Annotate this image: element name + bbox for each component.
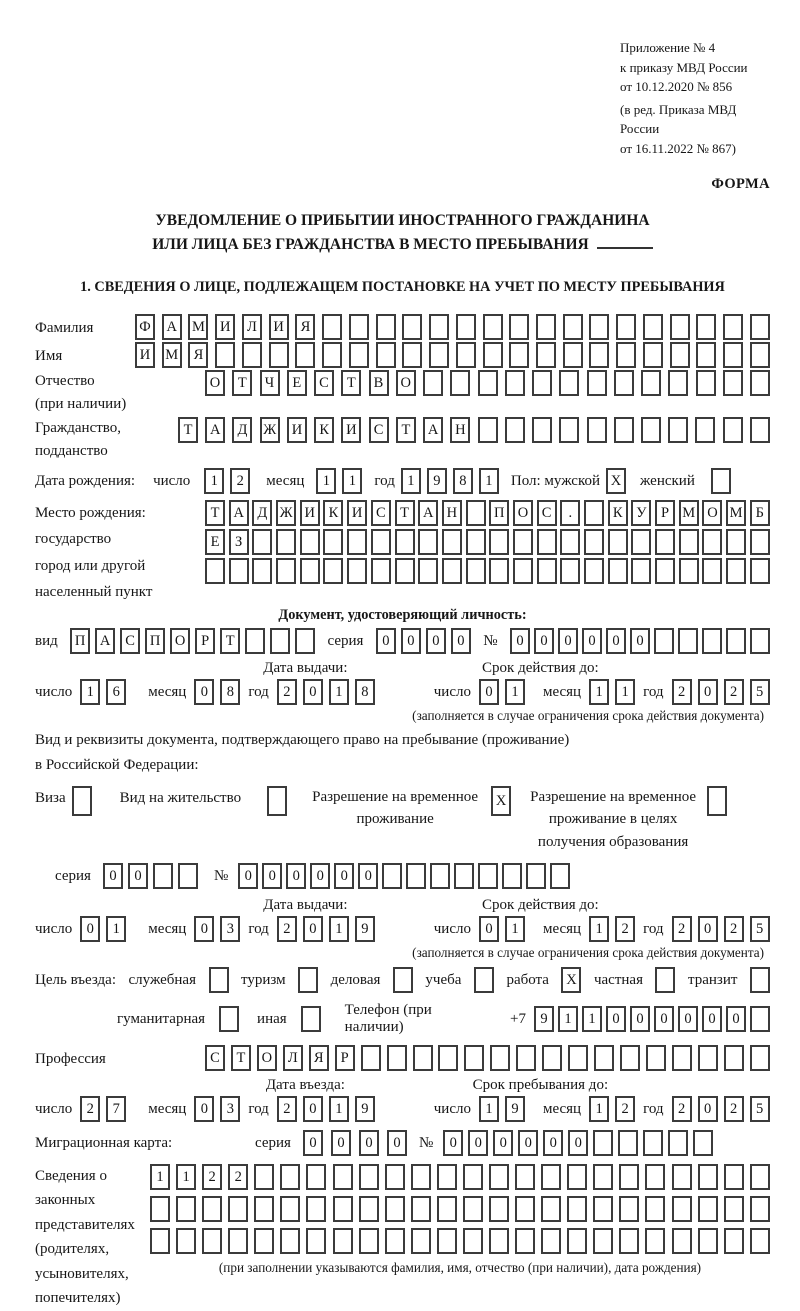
migration-card-row [35, 1130, 770, 1156]
stay-doc-number-label: № [213, 867, 229, 884]
stay-doc-options-row [35, 786, 770, 854]
phone-boxes: 9 1 1 0 0 0 0 0 0 [534, 1006, 770, 1032]
purpose-transit-checkbox [750, 967, 770, 993]
phone-prefix: +7 [510, 1010, 526, 1027]
stay-doc-dates-row [35, 916, 770, 942]
until-month-boxes: 1 2 [589, 1096, 635, 1122]
id-doc-issued-heading: Дата выдачи: [263, 660, 348, 677]
profession-label: Профессия [35, 1051, 106, 1068]
issued-day-label: число [35, 683, 73, 700]
valid-year-boxes: 2 0 2 5 [672, 679, 770, 705]
purpose-row2 [35, 1002, 770, 1036]
temp-residence-edu-option [527, 786, 727, 854]
stay-issued-year-label: год [248, 920, 269, 937]
birthplace-label: Место рождения: государство город или другой населенный пункт [35, 505, 153, 600]
representatives-block [35, 1164, 770, 1311]
id-doc-heading: Документ, удостоверяющий личность: [278, 607, 527, 624]
purpose-tourism-label: туризм [241, 971, 286, 988]
requisite-line: к приказу МВД России [620, 59, 748, 75]
patronymic-boxes: О Т Ч Е С Т В О [205, 370, 770, 396]
issued-month-boxes: 0 8 [194, 679, 240, 705]
citizenship-row [35, 417, 770, 462]
valid-month-label: месяц [542, 683, 582, 700]
birthdate-label: Дата рождения: [35, 472, 136, 489]
purpose-official-checkbox [209, 967, 229, 993]
purpose-tourism-checkbox [298, 967, 318, 993]
representatives-boxes-row3 [150, 1228, 770, 1254]
order-requisites [620, 38, 770, 158]
title-blank-underline [597, 236, 653, 249]
purpose-transit-label: транзит [688, 971, 738, 988]
purpose-official-label: служебная [128, 971, 196, 988]
until-day-boxes: 1 9 [479, 1096, 525, 1122]
id-doc-series-boxes: 0 0 0 0 [376, 628, 471, 654]
valid-day-boxes: 0 1 [479, 679, 525, 705]
entry-year-boxes: 2 0 1 9 [277, 1096, 375, 1122]
id-doc-series-label: серия [327, 632, 364, 649]
requisite-line: (в ред. Приказа МВД России [620, 101, 737, 136]
issued-year-label: год [248, 683, 269, 700]
purpose-row1 [35, 967, 770, 993]
issued-month-label: месяц [148, 683, 187, 700]
stay-doc-line1: Вид и реквизиты документа, подтверждающего право на пребывание (проживание) [35, 732, 570, 749]
residence-permit-option [120, 786, 287, 816]
stay-valid-month-boxes: 1 2 [589, 916, 635, 942]
entry-year-label: год [248, 1100, 269, 1117]
surname-row [35, 314, 770, 340]
temp-residence-edu-checkbox [707, 786, 727, 816]
purpose-study-checkbox [474, 967, 494, 993]
temp-residence-label: Разрешение на временное проживание [312, 788, 479, 828]
firstname-label: Имя [35, 348, 63, 365]
purpose-study-label: учеба [425, 971, 462, 988]
citizenship-boxes: Т А Д Ж И К И С Т А Н [178, 417, 770, 443]
stay-issued-month-boxes: 0 3 [194, 916, 240, 942]
stay-doc-date-headings [35, 897, 770, 914]
visa-checkbox [72, 786, 92, 816]
phone-label: Телефон (при наличии) [344, 1002, 432, 1036]
id-doc-validity-note: (заполняется в случае ограничения срока действия документа) [412, 708, 764, 724]
sex-label: Пол: мужской [510, 472, 601, 489]
entry-dates-row [35, 1096, 770, 1122]
stay-issued-year-boxes: 2 0 1 9 [277, 916, 375, 942]
valid-month-boxes: 1 1 [589, 679, 635, 705]
purpose-business-checkbox [393, 967, 413, 993]
entry-day-label: число [35, 1100, 73, 1117]
id-doc-valid-heading: Срок действия до: [482, 660, 599, 677]
migration-card-number-label: № [418, 1134, 434, 1151]
stay-doc-line2: в Российской Федерации: [35, 756, 199, 773]
stay-until-heading: Срок пребывания до: [472, 1077, 609, 1094]
sex-male-checkbox: X [606, 468, 626, 494]
representatives-fields [150, 1164, 770, 1311]
residence-permit-checkbox [267, 786, 287, 816]
section1-heading: 1. СВЕДЕНИЯ О ЛИЦЕ, ПОДЛЕЖАЩЕМ ПОСТАНОВКЕ НА УЧЕТ ПО МЕСТУ ПРЕБЫВАНИЯ [80, 279, 725, 296]
entry-date-heading: Дата въезда: [265, 1077, 345, 1094]
migration-card-series-label: серия [255, 1134, 291, 1151]
form-title-line1: УВЕДОМЛЕНИЕ О ПРИБЫТИИ ИНОСТРАННОГО ГРАЖДАНИНА [155, 212, 650, 229]
birthdate-row [35, 468, 770, 494]
firstname-boxes: И М Я [135, 342, 770, 368]
stay-doc-valid-heading: Срок действия до: [482, 897, 599, 914]
birth-month-label: месяц [266, 472, 305, 489]
purpose-humanitarian-checkbox [219, 1006, 239, 1032]
surname-boxes: Ф А М И Л И Я [135, 314, 770, 340]
valid-day-label: число [433, 683, 471, 700]
id-doc-row [35, 628, 770, 654]
purpose-humanitarian-label: гуманитарная [117, 1010, 206, 1027]
id-doc-date-headings [35, 660, 770, 677]
migration-card-series-boxes: 0 0 0 0 [303, 1130, 407, 1156]
requisite-line: от 10.12.2020 № 856 [620, 79, 733, 94]
patronymic-row [35, 370, 770, 415]
stay-valid-day-boxes: 0 1 [479, 916, 525, 942]
representatives-label: Сведения о законных представителях (родителях, усыновителях, попечителях) [35, 1168, 135, 1307]
birthplace-row [35, 500, 770, 605]
purpose-work-label: работа [506, 971, 549, 988]
birth-year-boxes: 1 9 8 1 [401, 468, 499, 494]
surname-label: Фамилия [35, 320, 94, 337]
birth-month-boxes: 1 1 [316, 468, 362, 494]
id-doc-type-boxes: П А С П О Р Т [70, 628, 315, 654]
birthplace-boxes-row2: Е З [205, 529, 770, 555]
id-doc-type-label: вид [35, 632, 58, 649]
until-day-label: число [433, 1100, 471, 1117]
profession-boxes: С Т О Л Я Р [205, 1045, 770, 1071]
form-title [35, 209, 770, 257]
until-year-label: год [643, 1100, 664, 1117]
stay-doc-validity-note: (заполняется в случае ограничения срока действия документа) [412, 945, 764, 961]
entry-date-headings [35, 1077, 770, 1094]
sex-female-checkbox [711, 468, 731, 494]
birthplace-boxes-row3 [205, 558, 770, 584]
birth-day-boxes: 1 2 [204, 468, 250, 494]
stay-doc-series-boxes: 0 0 [103, 863, 198, 889]
temp-residence-edu-label: Разрешение на временное проживание в целях получения образования [530, 788, 697, 850]
entry-month-boxes: 0 3 [194, 1096, 240, 1122]
birth-day-label: число [153, 472, 191, 489]
stay-doc-series-row [35, 863, 770, 889]
form-title-line2: ИЛИ ЛИЦА БЕЗ ГРАЖДАНСТВА В МЕСТО ПРЕБЫВАНИЯ [35, 233, 770, 257]
representatives-note: (при заполнении указываются фамилия, имя, отчество (при наличии), дата рождения) [218, 1260, 702, 1276]
patronymic-label: Отчество (при наличии) [35, 373, 127, 412]
until-month-label: месяц [542, 1100, 582, 1117]
citizenship-label: Гражданство, подданство [35, 420, 122, 459]
stay-valid-year-boxes: 2 0 2 5 [672, 916, 770, 942]
stay-valid-year-label: год [643, 920, 664, 937]
visa-option [35, 786, 92, 816]
firstname-row [35, 342, 770, 368]
issued-day-boxes: 1 6 [80, 679, 126, 705]
visa-label: Виза [35, 789, 66, 806]
stay-doc-series-label: серия [55, 867, 91, 884]
purpose-private-label: частная [593, 971, 643, 988]
valid-year-label: год [643, 683, 664, 700]
stay-issued-day-boxes: 0 1 [80, 916, 126, 942]
entry-month-label: месяц [148, 1100, 187, 1117]
migration-card-label: Миграционная карта: [35, 1134, 173, 1151]
issued-year-boxes: 2 0 1 8 [277, 679, 375, 705]
purpose-business-label: деловая [330, 971, 381, 988]
purpose-label: Цель въезда: [35, 971, 116, 988]
temp-residence-checkbox: X [491, 786, 511, 816]
id-doc-number-boxes: 0 0 0 0 0 0 [510, 628, 770, 654]
temp-residence-option [309, 786, 511, 831]
stay-doc-number-boxes: 0 0 0 0 0 0 [238, 863, 570, 889]
stay-issued-day-label: число [35, 920, 73, 937]
stay-valid-month-label: месяц [542, 920, 582, 937]
purpose-other-label: иная [257, 1010, 287, 1027]
stay-doc-issued-heading: Дата выдачи: [263, 897, 348, 914]
stay-issued-month-label: месяц [148, 920, 187, 937]
sex-female-label: женский [640, 472, 695, 489]
profession-row [35, 1045, 770, 1071]
purpose-private-checkbox [655, 967, 675, 993]
id-doc-dates-row [35, 679, 770, 705]
stay-valid-day-label: число [433, 920, 471, 937]
purpose-other-checkbox [301, 1006, 321, 1032]
representatives-boxes-row2 [150, 1196, 770, 1222]
birth-year-label: год [374, 472, 395, 489]
requisite-line: Приложение № 4 [620, 40, 716, 55]
migration-card-number-boxes: 0 0 0 0 0 0 [443, 1130, 713, 1156]
requisite-line: от 16.11.2022 № 867) [620, 140, 737, 156]
residence-permit-label: Вид на жительство [119, 789, 242, 806]
purpose-work-checkbox: X [561, 967, 581, 993]
forma-label: ФОРМА [711, 176, 770, 192]
entry-day-boxes: 2 7 [80, 1096, 126, 1122]
id-doc-number-label: № [483, 632, 498, 649]
until-year-boxes: 2 0 2 5 [672, 1096, 770, 1122]
birthplace-boxes-row1: Т А Д Ж И К И С Т А Н П О С . К У Р М О М Б [205, 500, 770, 526]
representatives-boxes-row1: 1 1 2 2 [150, 1164, 770, 1190]
